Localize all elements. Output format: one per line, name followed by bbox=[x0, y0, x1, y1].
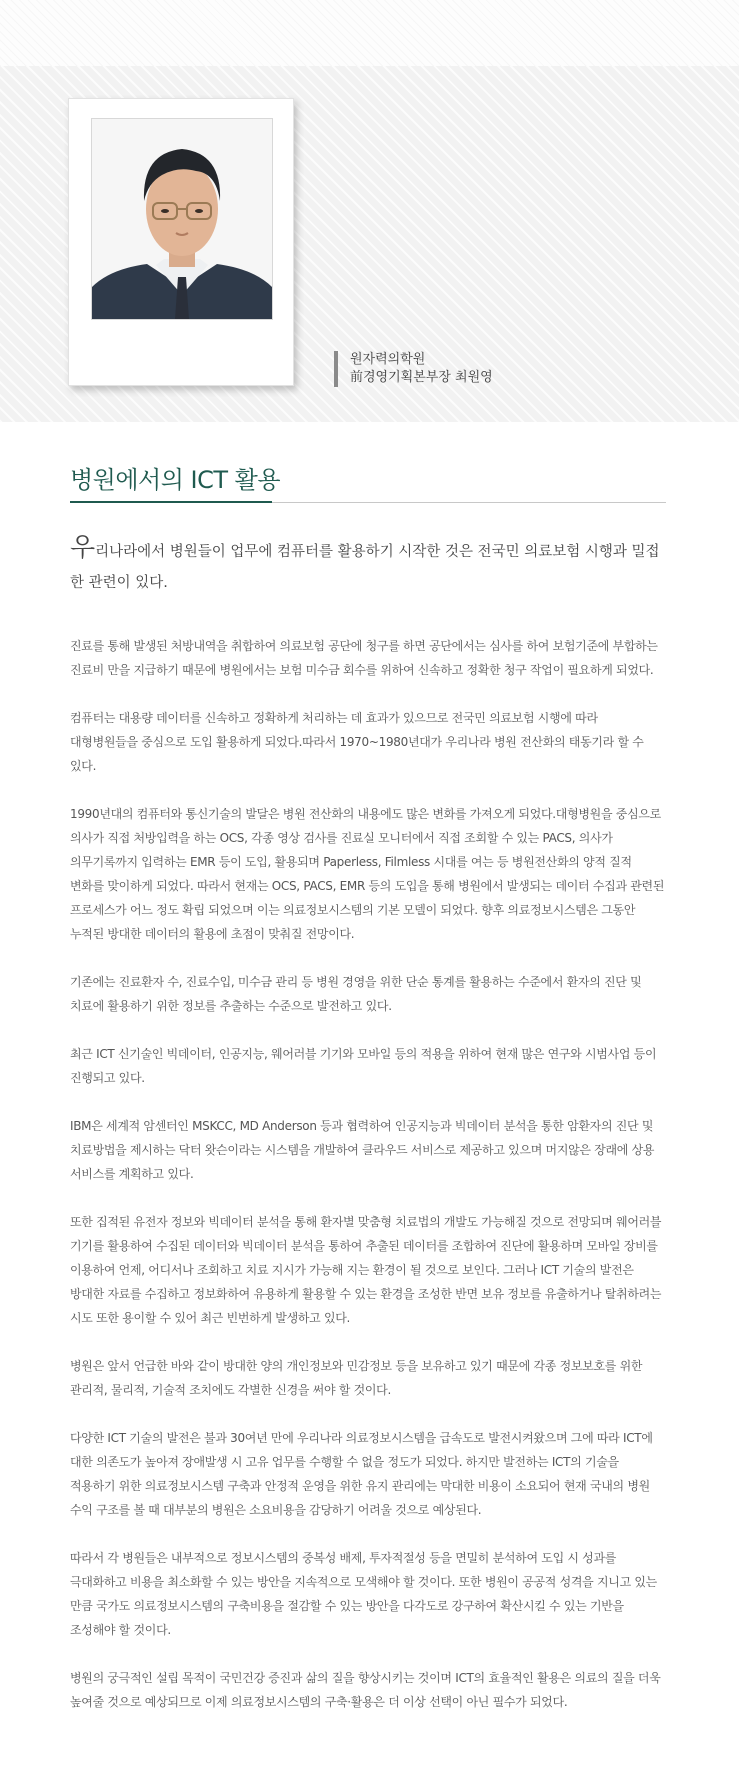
paragraph: 병원의 궁극적인 설립 목적이 국민건강 증진과 삶의 질을 향상시키는 것이며 ICT의 효율적인 활용은 의료의 질을 더욱 높여줄 것으로 예상되므로 이제 의료정보시스템의 구축·활용은 더 이상 선택이 아닌 필수가 되었다. bbox=[70, 1671, 661, 1709]
author-name-title: 前경영기획본부장 최원영 bbox=[350, 370, 493, 385]
paragraph: 진료를 통해 발생된 처방내역을 취합하여 의료보험 공단에 청구를 하면 공단에서는 심사를 하여 보험기준에 부합하는 진료비 만을 지급하기 때문에 병원에서는 보험 미수금 회수를 위하여 신속하고 정확한 청구 작업이 필요하게 되었다. bbox=[70, 639, 658, 677]
author-portrait-image bbox=[92, 119, 272, 319]
paragraph: 컴퓨터는 대용량 데이터를 신속하고 정확하게 처리하는 데 효과가 있으므로 전국민 의료보험 시행에 따라 대형병원들을 중심으로 도입 활용하게 되었다.따라서 1970~1980년대가 우리나라 병원 전산화의 태동기라 할 수 있다. bbox=[70, 711, 644, 773]
lead-paragraph bbox=[70, 535, 666, 599]
lead-initial: 우 bbox=[70, 533, 96, 563]
author-photo bbox=[91, 118, 273, 320]
author-affiliation: 원자력의학원 bbox=[350, 352, 426, 367]
title-accent-underline bbox=[70, 501, 272, 503]
paragraph: 기존에는 진료환자 수, 진료수입, 미수금 관리 등 병원 경영을 위한 단순 통계를 활용하는 수준에서 환자의 진단 및 치료에 활용하기 위한 정보를 추출하는 수준으로 발전하고 있다. bbox=[70, 975, 642, 1013]
author-photo-frame bbox=[68, 98, 294, 386]
paragraph: 최근 ICT 신기술인 빅데이터, 인공지능, 웨어러블 기기와 모바일 등의 적용을 위하여 현재 많은 연구와 시범사업 등이 진행되고 있다. bbox=[70, 1047, 657, 1085]
paragraph: 또한 집적된 유전자 정보와 빅데이터 분석을 통해 환자별 맞춤형 치료법의 개발도 가능해질 것으로 전망되며 웨어러블 기기를 활용하여 수집된 데이터와 빅데이터 분석을 통하여 추출된 데이터를 조합하여 진단에 활용하며 모바일 장비를 이용하여 언제, 어디서나 조회하고 치료 지시가 가능해 지는 환경이 될 것으로 보인다. 그러나 ICT 기술의 발전은 방대한 자료를 수집하고 정보화하여 유용하게 활용할 수 있는 환경을 조성한 반면 보유 정보를 유출하거나 탈취하려는 시도 또한 용이할 수 있어 최근 빈번하게 발생하고 있다. bbox=[70, 1215, 662, 1325]
lead-text: 리나라에서 병원들이 업무에 컴퓨터를 활용하기 시작한 것은 전국민 의료보험 시행과 밀접한 관련이 있다. bbox=[70, 544, 660, 591]
paragraph: IBM은 세계적 암센터인 MSKCC, MD Anderson 등과 협력하여 인공지능과 빅데이터 분석을 통한 암환자의 진단 및 치료방법을 제시하는 닥터 왓슨이라는 시스템을 개발하여 클라우드 서비스로 제공하고 있으며 머지않은 장래에 상용 서비스를 계획하고 있다. bbox=[70, 1119, 655, 1181]
article-title: 병원에서의 ICT 활용 bbox=[70, 466, 281, 494]
paragraph: 다양한 ICT 기술의 발전은 불과 30여년 만에 우리나라 의료정보시스템을 급속도로 발전시켜왔으며 그에 따라 ICT에 대한 의존도가 높아져 장애발생 시 고유 업무를 수행할 수 없을 정도가 되었다. 하지만 발전하는 ICT의 기술을 적용하기 위한 의료정보시스템 구축과 안정적 운영을 위한 유지 관리에는 막대한 비용이 소요되어 현재 국내의 병원 수익 구조를 볼 때 대부분의 병원은 소요비용을 감당하기 어려울 것으로 예상된다. bbox=[70, 1431, 653, 1517]
paragraph: 병원은 앞서 언급한 바와 같이 방대한 양의 개인정보와 민감정보 등을 보유하고 있기 때문에 각종 정보보호를 위한 관리적, 물리적, 기술적 조치에도 각별한 신경을 써야 할 것이다. bbox=[70, 1359, 643, 1397]
author-caption bbox=[334, 351, 493, 387]
top-background-band bbox=[0, 0, 739, 66]
paragraph: 1990년대의 컴퓨터와 통신기술의 발달은 병원 전산화의 내용에도 많은 변화를 가져오게 되었다.대형병원을 중심으로 의사가 직접 처방입력을 하는 OCS, 각종 영상 검사를 진료실 모니터에서 직접 조회할 수 있는 PACS, 의사가 의무기록까지 입력하는 EMR 등이 도입, 활용되며 Paperless, Filmless 시대를 여는 등 병원전산화의 양적 질적 변화를 맞이하게 되었다. 따라서 현재는 OCS, PACS, EMR 등의 도입을 통해 병원에서 발생되는 데이터 수집과 관련된 프로세스가 어느 정도 확립 되었으며 이는 의료정보시스템의 기본 모델이 되었다. 향후 의료정보시스템은 그동안 누적된 방대한 데이터의 활용에 초점이 맞춰질 전망이다. bbox=[70, 807, 665, 941]
article-body bbox=[70, 535, 666, 1738]
paragraph: 따라서 각 병원들은 내부적으로 정보시스템의 중복성 배제, 투자적절성 등을 면밀히 분석하여 도입 시 성과를 극대화하고 비용을 최소화할 수 있는 방안을 지속적으로 모색해야 할 것이다. 또한 병원이 공공적 성격을 지니고 있는 만큼 국가도 의료정보시스템의 구축비용을 절감할 수 있는 방안을 다각도로 강구하여 확산시킬 수 있는 기반을 조성해야 할 것이다. bbox=[70, 1551, 657, 1637]
